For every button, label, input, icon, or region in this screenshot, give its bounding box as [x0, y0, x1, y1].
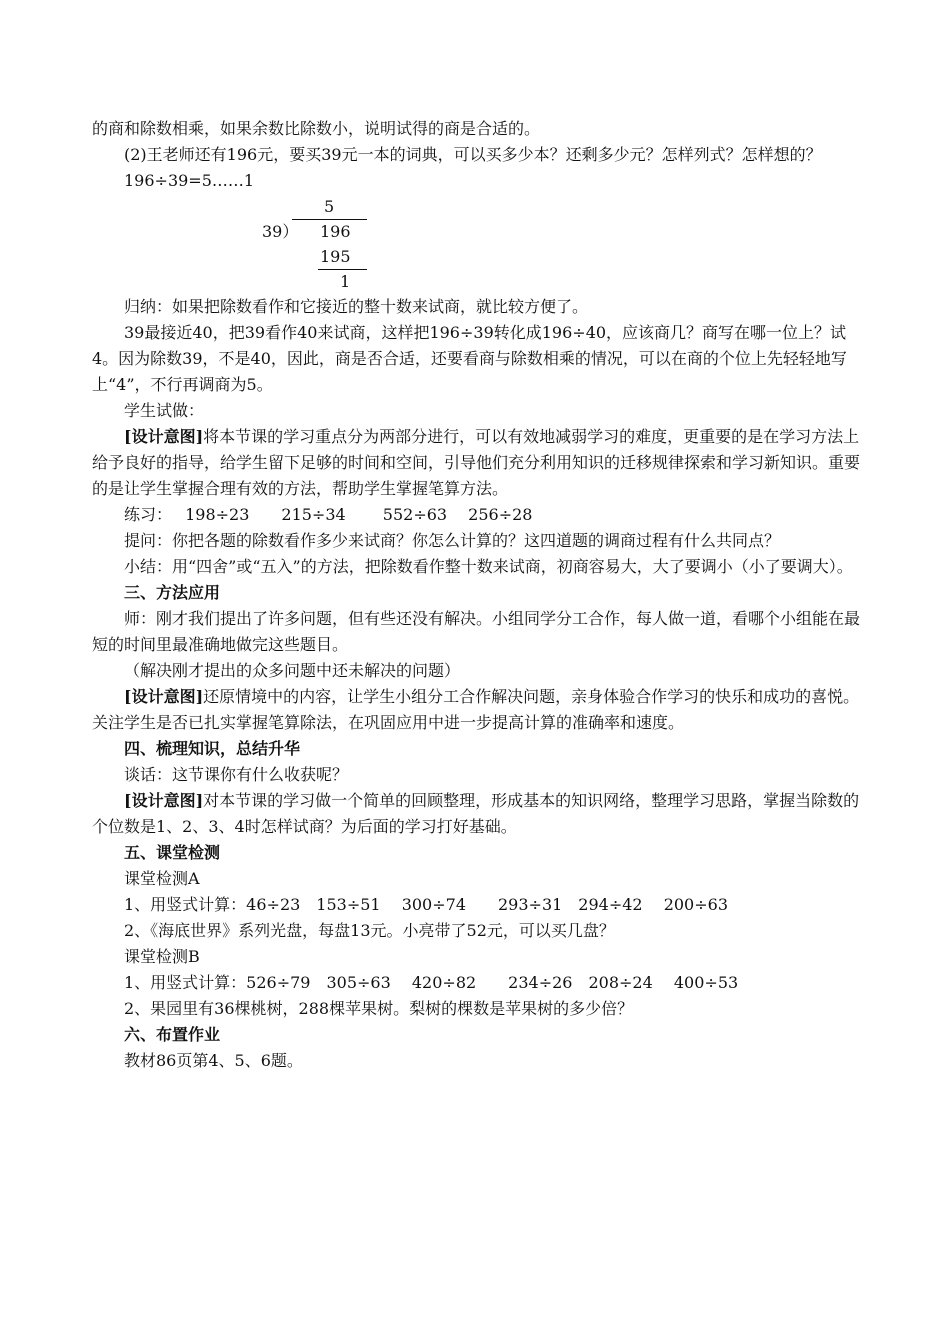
paragraph-question-2: (2)王老师还有196元，要买39元一本的词典，可以买多少本？还剩多少元？怎样列式？怎样想的？ [124, 145, 822, 164]
heading-section-6: 六、布置作业 [124, 1025, 221, 1044]
paragraph-parenthetical: （解决刚才提出的众多问题中还未解决的问题） [124, 661, 461, 680]
long-division-dividend: 196 [320, 222, 351, 241]
paragraph-explain: 39最接近40，把39看作40来试商，这样把196÷39转化成196÷40，应该商几？商写在哪一位上？试4。因为除数39，不是40，因此，商是否合适，还要看商与除数相乘的情况，可以在商的个位上先轻轻地写上“4”，不行再调商为5。 [92, 323, 847, 394]
test-b-item-2: 2、果园里有36棵桃树，288棵苹果树。梨树的棵数是苹果树的多少倍？ [124, 999, 634, 1018]
heading-section-3: 三、方法应用 [124, 583, 221, 602]
paragraph-teacher: 师：刚才我们提出了许多问题，但有些还没有解决。小组同学分工合作，每人做一道，看哪个小组能在最短的时间里最准确地做完这些题目。 [92, 609, 861, 654]
paragraph-intro: 的商和除数相乘，如果余数比除数小，说明试得的商是合适的。 [92, 119, 541, 138]
paragraph-talk: 谈话：这节课你有什么收获呢？ [124, 765, 349, 784]
paragraph-induce: 归纳：如果把除数看作和它接近的整十数来试商，就比较方便了。 [124, 297, 589, 316]
long-division-product: 195 [320, 247, 351, 266]
test-a-item-2: 2、《海底世界》系列光盘，每盘13元。小亮带了52元，可以买几盘？ [124, 921, 615, 940]
paragraph-summary: 小结：用“四舍”或“五入”的方法，把除数看作整十数来试商，初商容易大，大了要调小（小了要调大）。 [124, 557, 853, 576]
document-page [92, 116, 862, 1074]
equation: 196÷39=5……1 [124, 171, 255, 190]
long-division-divisor: 39） [262, 222, 299, 241]
long-division-remainder: 1 [340, 272, 351, 291]
design-intent-1: [设计意图]将本节课的学习重点分为两部分进行，可以有效地减弱学习的难度，更重要的是在学习方法上给予良好的指导，给学生留下足够的时间和空间，引导他们充分利用知识的迁移规律探索和学习新知识。重要的是让学生掌握合理有效的方法，帮助学生掌握笔算方法。 [92, 427, 861, 498]
heading-section-5: 五、课堂检测 [124, 843, 221, 862]
long-division [92, 194, 862, 294]
paragraph-ask: 提问：你把各题的除数看作多少来试商？你怎么计算的？这四道题的调商过程有什么共同点？ [124, 531, 781, 550]
design-intent-2: [设计意图]还原情境中的内容，让学生小组分工合作解决问题，亲身体验合作学习的快乐和成功的喜悦。关注学生是否已扎实掌握笔算除法，在巩固应用中进一步提高计算的准确率和速度。 [92, 687, 860, 732]
heading-section-4: 四、梳理知识，总结升华 [124, 739, 301, 758]
test-b-title: 课堂检测B [124, 947, 200, 966]
design-label: [设计意图] [124, 427, 204, 446]
test-a-title: 课堂检测A [124, 869, 200, 888]
test-a-item-1: 1、用竖式计算：46÷23 153÷51 300÷74 293÷31 294÷42 200÷63 [124, 895, 729, 914]
homework: 教材86页第4、5、6题。 [124, 1051, 303, 1070]
paragraph-try: 学生试做： [124, 401, 205, 420]
test-b-item-1: 1、用竖式计算：526÷79 305÷63 420÷82 234÷26 208÷24 400÷53 [124, 973, 739, 992]
long-division-quotient: 5 [324, 197, 335, 216]
design-intent-3: [设计意图]对本节课的学习做一个简单的回顾整理，形成基本的知识网络，整理学习思路，掌握当除数的个位数是1、2、3、4时怎样试商？为后面的学习打好基础。 [92, 791, 860, 836]
practice-line: 练习： 198÷23 215÷34 552÷63 256÷28 [124, 505, 533, 524]
